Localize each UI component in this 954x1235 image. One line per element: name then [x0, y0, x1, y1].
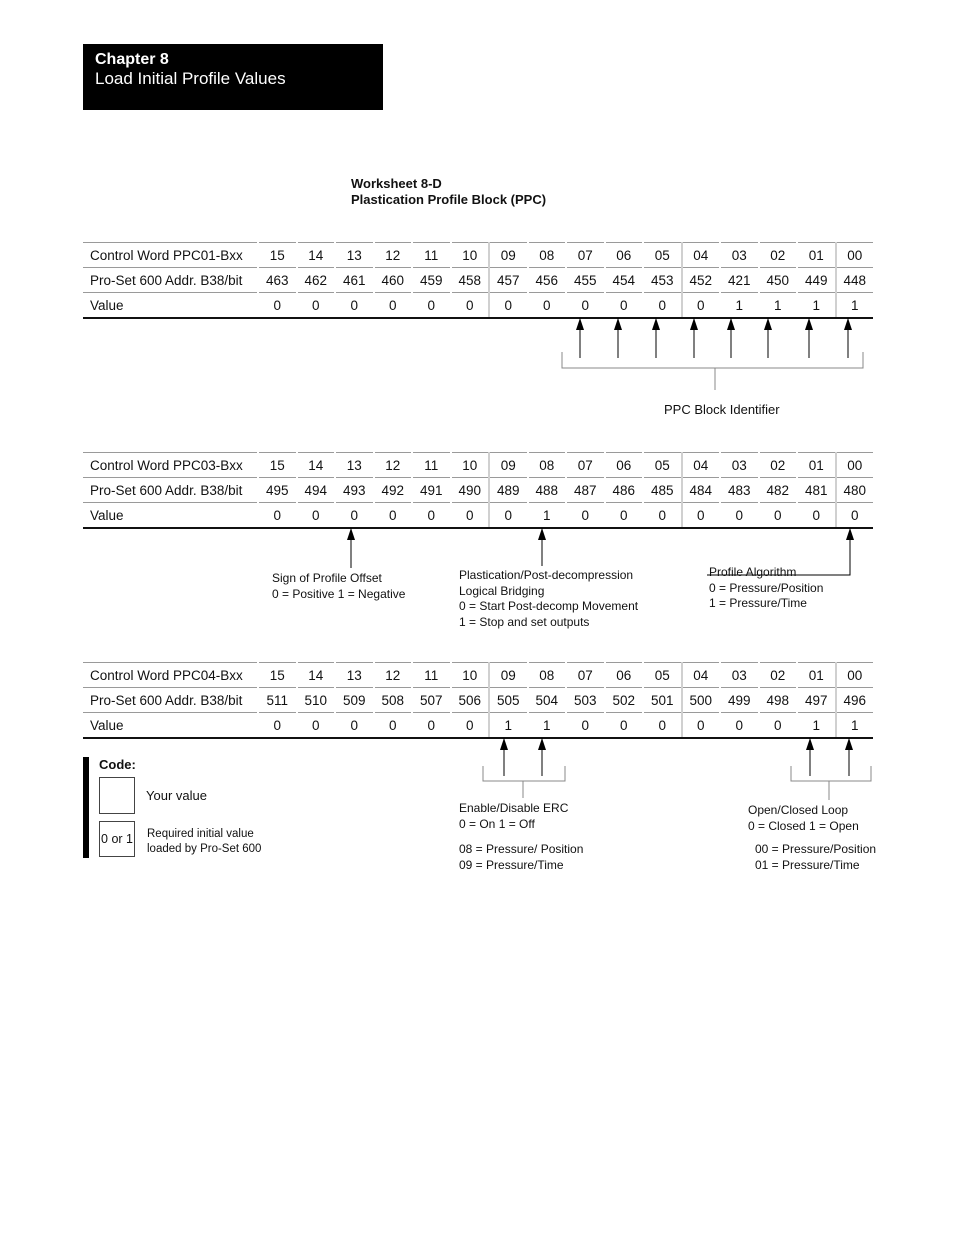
cell-bit-07: 0: [566, 503, 605, 529]
cell-bit-12: 0: [374, 503, 413, 529]
cell-bit-15: 15: [258, 243, 297, 268]
cell-bit-14: 14: [297, 453, 336, 478]
cell-bit-08: 488: [528, 478, 567, 503]
cell-bit-13: 0: [335, 293, 374, 319]
cell-bit-14: 510: [297, 688, 336, 713]
cell-bit-02: 0: [759, 503, 798, 529]
cell-bit-01: 449: [797, 268, 836, 293]
cell-bit-03: 421: [720, 268, 759, 293]
cell-bit-15: 0: [258, 293, 297, 319]
cell-bit-05: 0: [643, 503, 682, 529]
cell-bit-05: 05: [643, 243, 682, 268]
cell-bit-01: 1: [797, 293, 836, 319]
cell-bit-09: 09: [489, 453, 528, 478]
cell-bit-07: 503: [566, 688, 605, 713]
cell-bit-08: 08: [528, 243, 567, 268]
cell-bit-11: 491: [412, 478, 451, 503]
cell-bit-04: 500: [682, 688, 721, 713]
cell-bit-01: 1: [797, 713, 836, 739]
cell-bit-12: 0: [374, 713, 413, 739]
cell-bit-06: 06: [605, 453, 644, 478]
cell-bit-12: 460: [374, 268, 413, 293]
cell-bit-09: 1: [489, 713, 528, 739]
cell-bit-08: 08: [528, 453, 567, 478]
cell-bit-10: 10: [451, 453, 490, 478]
bit-number-row-label: Control Word PPC04-Bxx: [83, 663, 258, 688]
cell-bit-10: 10: [451, 663, 490, 688]
cell-bit-07: 0: [566, 293, 605, 319]
cell-bit-12: 0: [374, 293, 413, 319]
cell-bit-02: 02: [759, 453, 798, 478]
worksheet-subtitle: Plastication Profile Block (PPC): [351, 192, 547, 207]
cell-bit-00: 00: [836, 453, 874, 478]
cell-bit-12: 12: [374, 453, 413, 478]
value-row-label: Value: [83, 293, 258, 319]
cell-bit-14: 14: [297, 243, 336, 268]
cell-bit-00: 1: [836, 293, 874, 319]
cell-bit-05: 0: [643, 713, 682, 739]
cell-bit-05: 453: [643, 268, 682, 293]
cell-bit-13: 493: [335, 478, 374, 503]
plastication-bridging-note: Plastication/Post-decompression Logical Bridging 0 = Start Post-decomp Movement 1 = Stop and set outputs: [459, 568, 639, 629]
loop-modes-note: 00 = Pressure/Position 01 = Pressure/Time: [755, 842, 877, 872]
cell-bit-10: 0: [451, 503, 490, 529]
cell-bit-02: 02: [759, 243, 798, 268]
cell-bit-06: 502: [605, 688, 644, 713]
cell-bit-04: 04: [682, 243, 721, 268]
cell-bit-07: 07: [566, 663, 605, 688]
cell-bit-03: 1: [720, 293, 759, 319]
cell-bit-15: 495: [258, 478, 297, 503]
cell-bit-06: 454: [605, 268, 644, 293]
cell-bit-06: 0: [605, 713, 644, 739]
chapter-title: Load Initial Profile Values: [95, 69, 286, 88]
cell-bit-07: 07: [566, 453, 605, 478]
cell-bit-15: 463: [258, 268, 297, 293]
cell-bit-02: 1: [759, 293, 798, 319]
cell-bit-15: 0: [258, 713, 297, 739]
cell-bit-00: 00: [836, 243, 874, 268]
cell-bit-13: 509: [335, 688, 374, 713]
cell-bit-08: 456: [528, 268, 567, 293]
cell-bit-08: 08: [528, 663, 567, 688]
cell-bit-10: 458: [451, 268, 490, 293]
cell-bit-13: 13: [335, 453, 374, 478]
cell-bit-01: 01: [797, 663, 836, 688]
cell-bit-10: 0: [451, 293, 490, 319]
cell-bit-05: 05: [643, 453, 682, 478]
your-value-box: [99, 777, 135, 814]
cell-bit-03: 03: [720, 453, 759, 478]
required-value-label: Required initial value loaded by Pro-Set 600: [147, 828, 262, 855]
cell-bit-12: 12: [374, 243, 413, 268]
address-row-label: Pro-Set 600 Addr. B38/bit: [83, 688, 258, 713]
cell-bit-15: 511: [258, 688, 297, 713]
cell-bit-14: 0: [297, 293, 336, 319]
cell-bit-11: 11: [412, 453, 451, 478]
cell-bit-08: 504: [528, 688, 567, 713]
cell-bit-15: 15: [258, 663, 297, 688]
cell-bit-01: 01: [797, 453, 836, 478]
cell-bit-06: 0: [605, 503, 644, 529]
cell-bit-11: 0: [412, 503, 451, 529]
cell-bit-15: 0: [258, 503, 297, 529]
cell-bit-05: 501: [643, 688, 682, 713]
cell-bit-04: 0: [682, 503, 721, 529]
cell-bit-11: 11: [412, 243, 451, 268]
chapter-number: Chapter 8: [95, 51, 169, 68]
cell-bit-14: 462: [297, 268, 336, 293]
cell-bit-11: 0: [412, 713, 451, 739]
cell-bit-04: 0: [682, 293, 721, 319]
cell-bit-01: 0: [797, 503, 836, 529]
cell-bit-11: 459: [412, 268, 451, 293]
cell-bit-03: 499: [720, 688, 759, 713]
cell-bit-10: 506: [451, 688, 490, 713]
cell-bit-06: 06: [605, 243, 644, 268]
cell-bit-08: 0: [528, 293, 567, 319]
required-value-box: 0 or 1: [99, 821, 135, 857]
legend-title: Code:: [99, 757, 136, 772]
your-value-label: Your value: [146, 788, 207, 803]
cell-bit-03: 0: [720, 713, 759, 739]
cell-bit-03: 0: [720, 503, 759, 529]
open-closed-loop-note: Open/Closed Loop 0 = Closed 1 = Open: [748, 803, 859, 833]
cell-bit-07: 07: [566, 243, 605, 268]
cell-bit-06: 06: [605, 663, 644, 688]
worksheet-number: Worksheet 8-D: [351, 176, 442, 191]
cell-bit-11: 507: [412, 688, 451, 713]
address-row-label: Pro-Set 600 Addr. B38/bit: [83, 478, 258, 503]
cell-bit-10: 490: [451, 478, 490, 503]
cell-bit-15: 15: [258, 453, 297, 478]
cell-bit-04: 0: [682, 713, 721, 739]
cell-bit-03: 03: [720, 663, 759, 688]
cell-bit-13: 0: [335, 713, 374, 739]
cell-bit-05: 0: [643, 293, 682, 319]
cell-bit-09: 457: [489, 268, 528, 293]
cell-bit-08: 1: [528, 503, 567, 529]
cell-bit-01: 497: [797, 688, 836, 713]
cell-bit-01: 01: [797, 243, 836, 268]
cell-bit-14: 0: [297, 713, 336, 739]
cell-bit-00: 1: [836, 713, 874, 739]
cell-bit-14: 0: [297, 503, 336, 529]
value-row-label: Value: [83, 503, 258, 529]
cell-bit-12: 12: [374, 663, 413, 688]
cell-bit-13: 13: [335, 243, 374, 268]
erc-modes-note: 08 = Pressure/ Position 09 = Pressure/Time: [459, 842, 584, 872]
bit-number-row-label: Control Word PPC03-Bxx: [83, 453, 258, 478]
cell-bit-00: 00: [836, 663, 874, 688]
cell-bit-02: 450: [759, 268, 798, 293]
sign-offset-note: Sign of Profile Offset 0 = Positive 1 = Negative: [272, 571, 406, 601]
cell-bit-02: 0: [759, 713, 798, 739]
cell-bit-09: 09: [489, 663, 528, 688]
enable-erc-note: Enable/Disable ERC 0 = On 1 = Off: [459, 801, 569, 831]
bit-number-row-label: Control Word PPC01-Bxx: [83, 243, 258, 268]
cell-bit-05: 05: [643, 663, 682, 688]
cell-bit-03: 03: [720, 243, 759, 268]
cell-bit-04: 484: [682, 478, 721, 503]
cell-bit-12: 508: [374, 688, 413, 713]
cell-bit-09: 09: [489, 243, 528, 268]
cell-bit-05: 485: [643, 478, 682, 503]
cell-bit-14: 14: [297, 663, 336, 688]
cell-bit-04: 04: [682, 453, 721, 478]
cell-bit-11: 11: [412, 663, 451, 688]
cell-bit-10: 0: [451, 713, 490, 739]
cell-bit-11: 0: [412, 293, 451, 319]
profile-algorithm-note: Profile Algorithm 0 = Pressure/Position 1 = Pressure/Time: [709, 565, 824, 610]
cell-bit-07: 455: [566, 268, 605, 293]
address-row-label: Pro-Set 600 Addr. B38/bit: [83, 268, 258, 293]
cell-bit-07: 0: [566, 713, 605, 739]
cell-bit-12: 492: [374, 478, 413, 503]
cell-bit-13: 13: [335, 663, 374, 688]
cell-bit-00: 496: [836, 688, 874, 713]
cell-bit-04: 452: [682, 268, 721, 293]
legend-bar: [83, 757, 89, 858]
ppc-block-identifier-label: PPC Block Identifier: [664, 402, 780, 417]
cell-bit-09: 0: [489, 293, 528, 319]
cell-bit-09: 489: [489, 478, 528, 503]
cell-bit-08: 1: [528, 713, 567, 739]
cell-bit-00: 448: [836, 268, 874, 293]
cell-bit-13: 461: [335, 268, 374, 293]
cell-bit-10: 10: [451, 243, 490, 268]
cell-bit-09: 505: [489, 688, 528, 713]
cell-bit-13: 0: [335, 503, 374, 529]
cell-bit-02: 02: [759, 663, 798, 688]
cell-bit-07: 487: [566, 478, 605, 503]
cell-bit-14: 494: [297, 478, 336, 503]
cell-bit-00: 480: [836, 478, 874, 503]
cell-bit-02: 482: [759, 478, 798, 503]
cell-bit-09: 0: [489, 503, 528, 529]
cell-bit-06: 486: [605, 478, 644, 503]
value-row-label: Value: [83, 713, 258, 739]
cell-bit-06: 0: [605, 293, 644, 319]
cell-bit-04: 04: [682, 663, 721, 688]
cell-bit-02: 498: [759, 688, 798, 713]
cell-bit-01: 481: [797, 478, 836, 503]
cell-bit-00: 0: [836, 503, 874, 529]
cell-bit-03: 483: [720, 478, 759, 503]
